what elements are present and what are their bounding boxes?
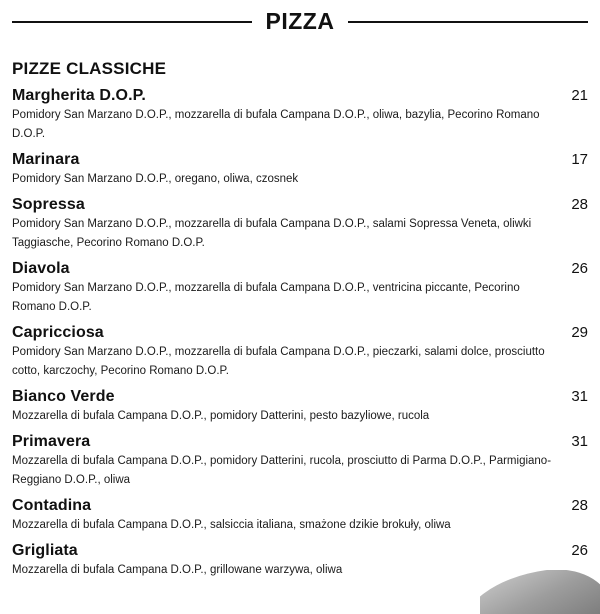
menu-item-description: Mozzarella di bufala Campana D.O.P., pomidory Datterini, pesto bazyliowe, rucola xyxy=(12,409,430,422)
menu-item xyxy=(12,87,588,144)
menu-item-name: Margherita D.O.P. xyxy=(12,87,146,104)
menu-item-price: 28 xyxy=(571,496,588,514)
menu-item-name: Bianco Verde xyxy=(12,387,115,405)
menu-item-list xyxy=(12,87,588,580)
menu-item-header xyxy=(12,151,588,169)
menu-item xyxy=(12,542,588,580)
menu-item-price: 26 xyxy=(571,259,588,277)
menu-item-name: Grigliata xyxy=(12,541,78,559)
menu-item-description: Mozzarella di bufala Campana D.O.P., grillowane warzywa, oliwa xyxy=(12,563,343,576)
page-header xyxy=(12,0,588,39)
menu-item-name: Diavola xyxy=(12,259,70,277)
menu-item-name: Marinara xyxy=(12,150,80,168)
menu-item-header xyxy=(12,87,588,105)
menu-item xyxy=(12,196,588,253)
menu-item-header xyxy=(12,196,588,214)
menu-item-description: Pomidory San Marzano D.O.P., mozzarella di bufala Campana D.O.P., pieczarki, salami dolce, prosciutto cotto, karczochy, Pecorino Romano D.O.P. xyxy=(12,345,545,377)
menu-item xyxy=(12,260,588,317)
menu-item-price: 26 xyxy=(571,541,588,559)
menu-item-header xyxy=(12,542,588,560)
menu-item-price: 21 xyxy=(571,87,588,104)
section-title-pizze-classiche: PIZZE CLASSICHE xyxy=(12,59,167,78)
menu-item-header xyxy=(12,324,588,342)
menu-item-price: 31 xyxy=(571,432,588,450)
menu-item-header xyxy=(12,388,588,406)
header-rule-right xyxy=(348,21,588,23)
menu-item-name: Sopressa xyxy=(12,195,85,213)
menu-item xyxy=(12,151,588,189)
menu-item-name: Contadina xyxy=(12,496,92,514)
page-title: PIZZA xyxy=(265,8,335,34)
menu-item-header xyxy=(12,497,588,515)
menu-item-description: Pomidory San Marzano D.O.P., mozzarella di bufala Campana D.O.P., salami Sopressa Veneta, oliwki Taggiasche, Pecorino Romano D.O.P. xyxy=(12,217,532,249)
menu-item xyxy=(12,388,588,426)
menu-item-description: Mozzarella di bufala Campana D.O.P., salsiccia italiana, smażone dzikie brokuły, oliwa xyxy=(12,518,451,531)
menu-item xyxy=(12,497,588,535)
menu-item-name: Capricciosa xyxy=(12,323,104,341)
menu-item-price: 28 xyxy=(571,195,588,213)
menu-item-price: 29 xyxy=(571,323,588,341)
menu-item-price: 31 xyxy=(571,387,588,405)
menu-item-description: Pomidory San Marzano D.O.P., mozzarella di bufala Campana D.O.P., oliwa, bazylia, Pecorino Romano D.O.P. xyxy=(12,109,540,140)
menu-item-price: 17 xyxy=(571,150,588,168)
menu-item-header xyxy=(12,433,588,451)
menu-item-description: Pomidory San Marzano D.O.P., mozzarella di bufala Campana D.O.P., ventricina piccante, Pecorino Romano D.O.P. xyxy=(12,281,520,313)
menu-item xyxy=(12,433,588,490)
menu-item-header xyxy=(12,260,588,278)
menu-item-description: Pomidory San Marzano D.O.P., oregano, oliwa, czosnek xyxy=(12,172,299,185)
menu-item xyxy=(12,324,588,381)
menu-item-name: Primavera xyxy=(12,432,91,450)
header-rule-left xyxy=(12,21,252,23)
menu-item-description: Mozzarella di bufala Campana D.O.P., pomidory Datterini, rucola, prosciutto di Parma D.O.P., Parmigiano-Reggiano D.O.P., oliwa xyxy=(12,454,552,486)
